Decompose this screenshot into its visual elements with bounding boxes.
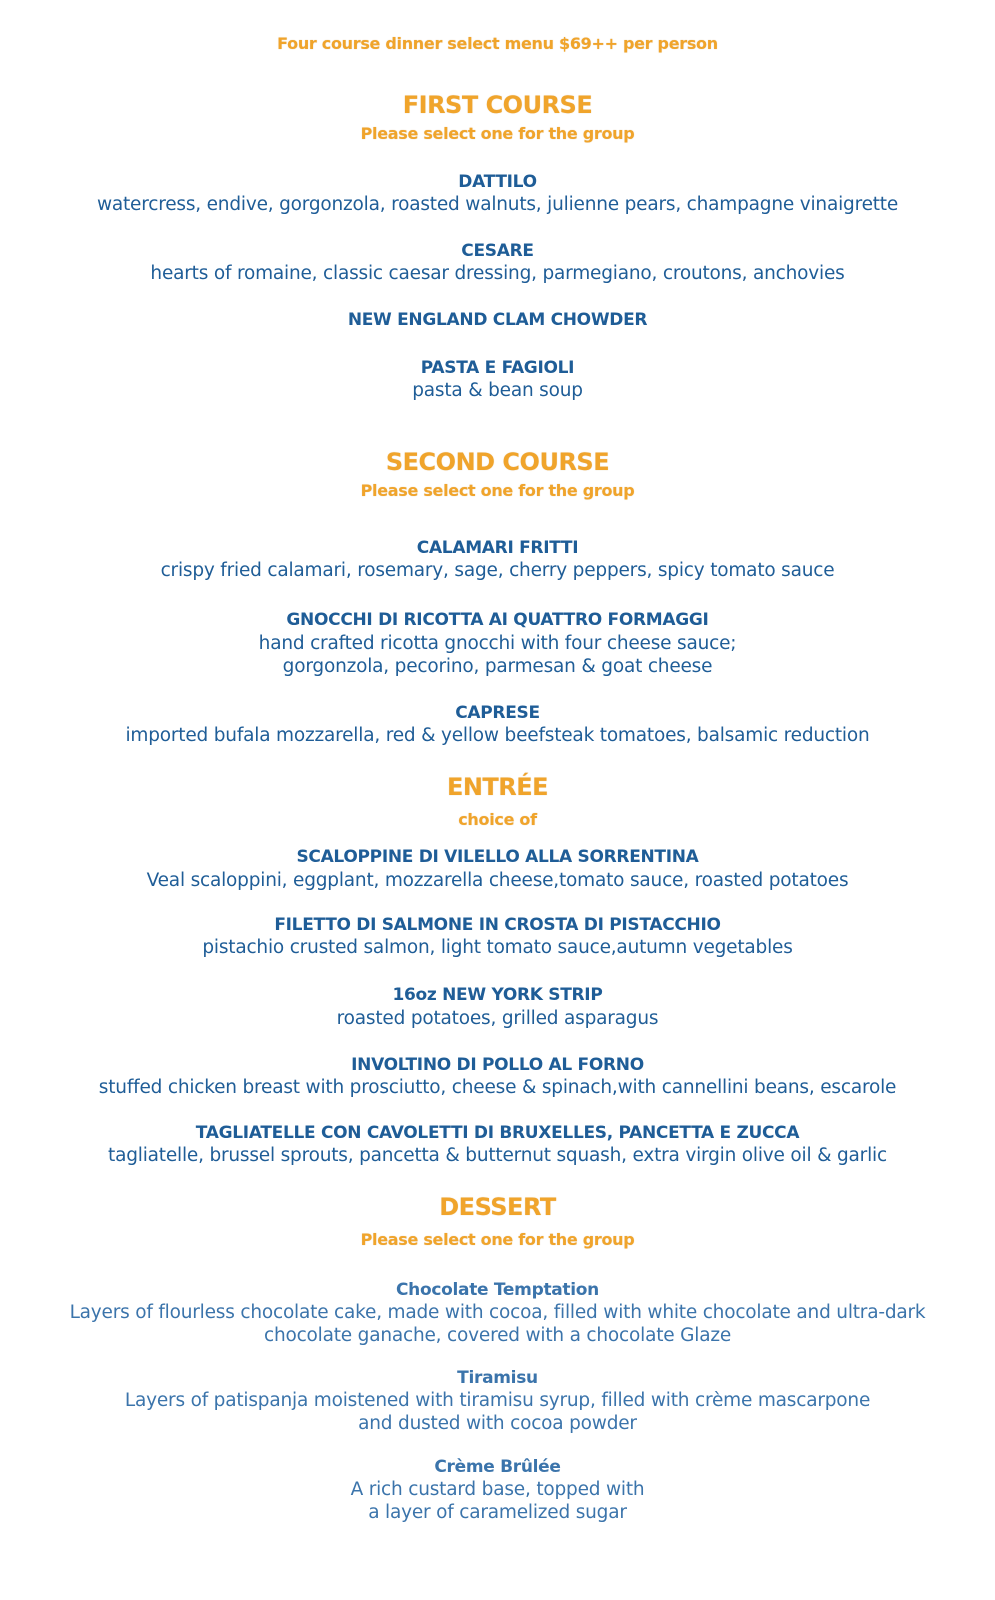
item-name-chocolate-temptation: Chocolate Temptation: [396, 1280, 599, 1300]
item-name-clam-chowder: NEW ENGLAND CLAM CHOWDER: [347, 310, 648, 330]
item-desc-cesare: hearts of romaine, classic caesar dressing, parmegiano, croutons, anchovies: [150, 263, 845, 284]
item-desc-calamari-fritti: crispy fried calamari, rosemary, sage, cherry peppers, spicy tomato sauce: [160, 560, 835, 581]
first-course-title: FIRST COURSE: [402, 91, 593, 119]
second-course-subtitle: Please select one for the group: [360, 481, 635, 500]
entree-title: ENTRÉE: [446, 773, 549, 801]
item-name-tagliatelle: TAGLIATELLE CON CAVOLETTI DI BRUXELLES, PANCETTA E ZUCCA: [195, 1123, 800, 1143]
dessert-subtitle: Please select one for the group: [360, 1230, 635, 1249]
item-desc-chocolate-temptation-line1: Layers of flourless chocolate cake, made with cocoa, filled with white chocolate and ultra-dark: [69, 1302, 926, 1323]
first-course-subtitle: Please select one for the group: [360, 124, 635, 143]
item-name-dattilo: DATTILO: [458, 172, 537, 192]
item-name-cesare: CESARE: [461, 241, 534, 261]
item-desc-tagliatelle: tagliatelle, brussel sprouts, pancetta & butternut squash, extra virgin olive oil & garlic: [108, 1145, 887, 1166]
item-desc-creme-brulee-line2: a layer of caramelized sugar: [368, 1502, 627, 1523]
item-name-caprese: CAPRESE: [455, 703, 540, 723]
item-desc-filetto-salmone: pistachio crusted salmon, light tomato sauce,autumn vegetables: [202, 937, 793, 958]
entree-subtitle: choice of: [458, 810, 537, 829]
second-course-title: SECOND COURSE: [385, 448, 610, 476]
item-name-ny-strip: 16oz NEW YORK STRIP: [392, 985, 603, 1005]
item-name-pasta-e-fagioli: PASTA E FAGIOLI: [420, 358, 575, 378]
item-name-tiramisu: Tiramisu: [457, 1368, 538, 1388]
dessert-title: DESSERT: [439, 1193, 556, 1221]
item-name-calamari-fritti: CALAMARI FRITTI: [416, 538, 579, 558]
item-desc-tiramisu-line2: and dusted with cocoa powder: [358, 1413, 637, 1434]
item-desc-gnocchi-line1: hand crafted ricotta gnocchi with four cheese sauce;: [258, 633, 737, 654]
item-name-gnocchi: GNOCCHI DI RICOTTA AI QUATTRO FORMAGGI: [286, 610, 709, 630]
item-desc-dattilo: watercress, endive, gorgonzola, roasted walnuts, julienne pears, champagne vinaigrette: [96, 194, 899, 215]
item-desc-chocolate-temptation-line2: chocolate ganache, covered with a chocolate Glaze: [263, 1325, 732, 1346]
item-desc-tiramisu-line1: Layers of patispanja moistened with tiramisu syrup, filled with crème mascarpone: [124, 1390, 871, 1411]
item-desc-caprese: imported bufala mozzarella, red & yellow beefsteak tomatoes, balsamic reduction: [125, 725, 870, 746]
item-desc-scaloppine: Veal scaloppini, eggplant, mozzarella cheese,tomato sauce, roasted potatoes: [146, 870, 849, 891]
item-desc-gnocchi-line2: gorgonzola, pecorino, parmesan & goat cheese: [282, 656, 713, 677]
item-desc-involtino: stuffed chicken breast with prosciutto, cheese & spinach,with cannellini beans, escarole: [98, 1077, 897, 1098]
menu-header: Four course dinner select menu $69++ per person: [277, 34, 718, 53]
item-name-scaloppine: SCALOPPINE DI VILELLO ALLA SORRENTINA: [296, 847, 699, 867]
item-desc-creme-brulee-line1: A rich custard base, topped with: [350, 1479, 645, 1500]
item-name-filetto-salmone: FILETTO DI SALMONE IN CROSTA DI PISTACCHIO: [274, 915, 721, 935]
item-name-involtino: INVOLTINO DI POLLO AL FORNO: [351, 1055, 644, 1075]
item-desc-pasta-e-fagioli: pasta & bean soup: [412, 380, 583, 401]
item-name-creme-brulee: Crème Brûlée: [434, 1457, 561, 1477]
item-desc-ny-strip: roasted potatoes, grilled asparagus: [336, 1008, 659, 1029]
